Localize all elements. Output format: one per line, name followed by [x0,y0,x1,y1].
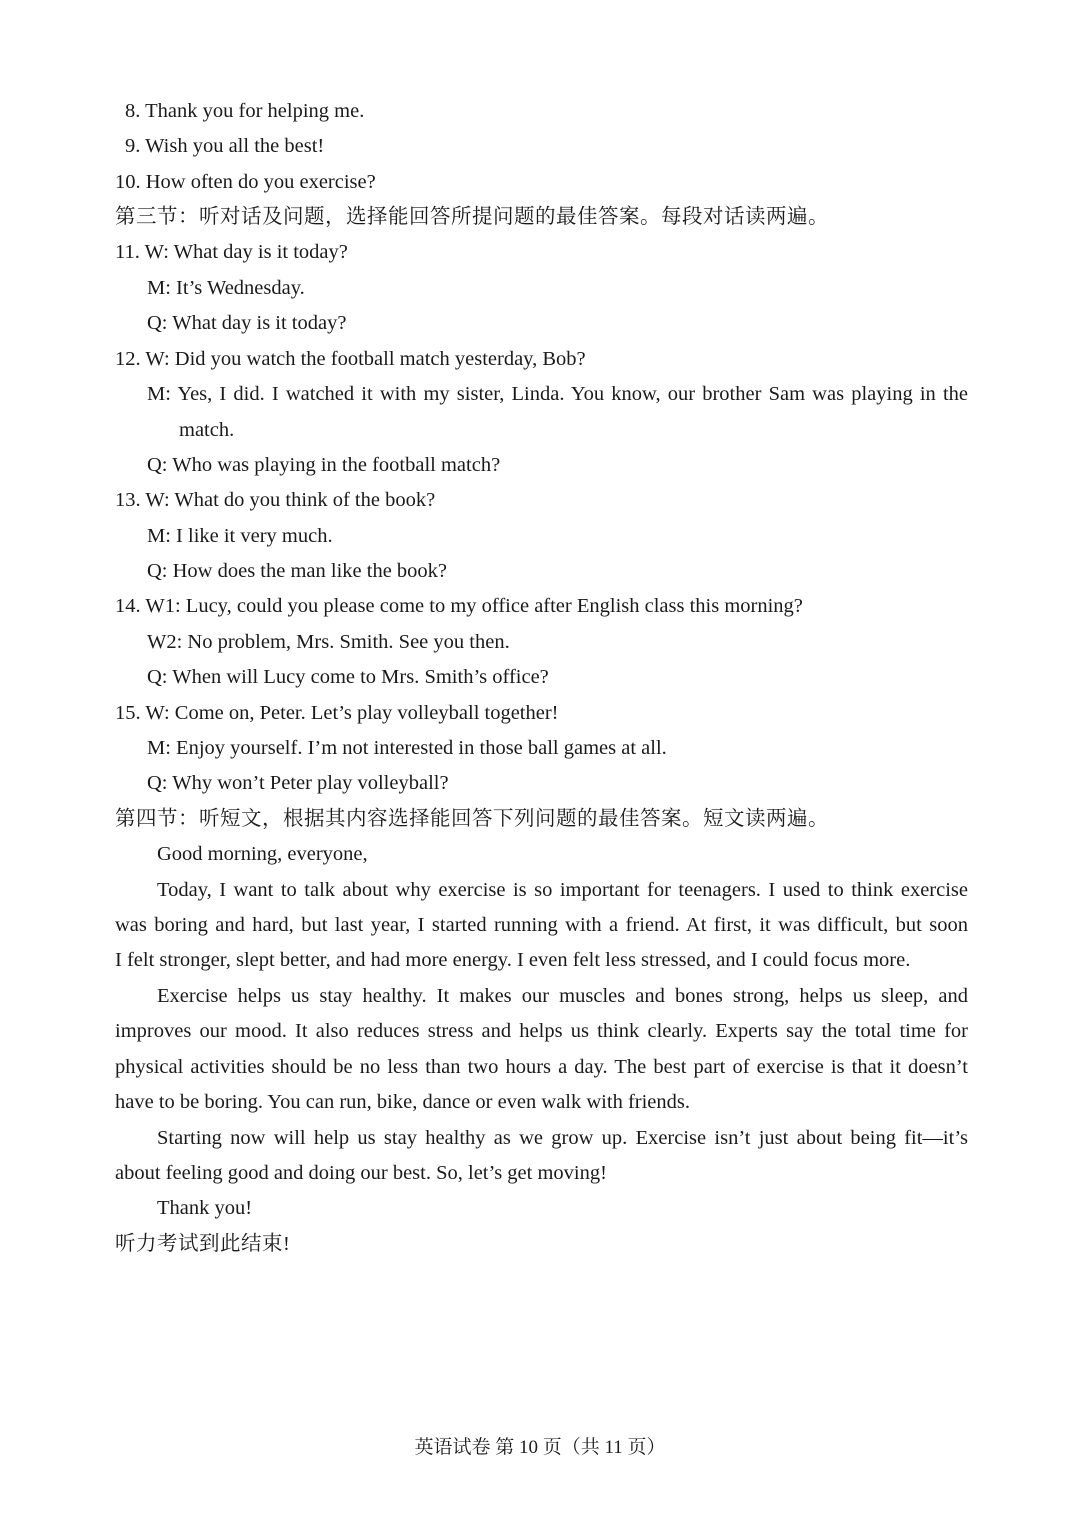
section-4-heading: 第四节：听短文，根据其内容选择能回答下列问题的最佳答案。短文读两遍。 [115,808,829,830]
q11-question: Q: What day is it today? [147,312,347,334]
passage-p2-line-1: Exercise helps us stay healthy. It makes our muscles and bones strong, helps us sleep, and [157,985,968,1007]
q12-question: Q: Who was playing in the football match? [147,454,501,476]
section-3-heading: 第三节：听对话及问题，选择能回答所提问题的最佳答案。每段对话读两遍。 [115,206,829,228]
q12-man-line-1: M: Yes, I did. I watched it with my sister, Linda. You know, our brother Sam was playing in the [147,383,968,405]
item-9: 9. Wish you all the best! [125,135,325,157]
end-note: 听力考试到此结束! [115,1233,291,1255]
q14-woman-2: W2: No problem, Mrs. Smith. See you then. [147,631,510,653]
q11-woman: 11. W: What day is it today? [115,241,348,263]
q11-man: M: It’s Wednesday. [147,277,305,299]
page-footer: 英语试卷 第 10 页（共 11 页） [414,1437,666,1458]
item-10: 10. How often do you exercise? [115,171,376,193]
q13-question: Q: How does the man like the book? [147,560,448,582]
q15-woman: 15. W: Come on, Peter. Let’s play volleyball together! [115,702,559,724]
passage-p3-line-1: Starting now will help us stay healthy as we grow up. Exercise isn’t just about being fit—it’s [157,1127,968,1149]
passage-p2-line-4: have to be boring. You can run, bike, dance or even walk with friends. [115,1091,690,1113]
q13-woman: 13. W: What do you think of the book? [115,489,436,511]
passage-p3-line-2: about feeling good and doing our best. So, let’s get moving! [115,1162,607,1184]
q14-woman-1: 14. W1: Lucy, could you please come to my office after English class this morning? [115,595,803,617]
q12-woman: 12. W: Did you watch the football match yesterday, Bob? [115,348,586,370]
q15-man: M: Enjoy yourself. I’m not interested in those ball games at all. [147,737,667,759]
q12-man-line-2: match. [179,419,235,441]
passage-p1-line-1: Today, I want to talk about why exercise is so important for teenagers. I used to think exercise [157,879,968,901]
passage-p2-line-3: physical activities should be no less than two hours a day. The best part of exercise is that it doesn’t [115,1056,968,1078]
item-8: 8. Thank you for helping me. [125,100,365,122]
passage-p1-line-2: was boring and hard, but last year, I started running with a friend. At first, it was difficult, but soon [115,914,968,936]
q14-question: Q: When will Lucy come to Mrs. Smith’s office? [147,666,549,688]
q13-man: M: I like it very much. [147,525,333,547]
passage-greeting: Good morning, everyone, [157,843,368,865]
q15-question: Q: Why won’t Peter play volleyball? [147,772,449,794]
passage-p1-line-3: I felt stronger, slept better, and had more energy. I even felt less stressed, and I could focus more. [115,949,911,971]
passage-closing: Thank you! [157,1197,253,1219]
passage-p2-line-2: improves our mood. It also reduces stress and helps us think clearly. Experts say the total time for [115,1020,968,1042]
